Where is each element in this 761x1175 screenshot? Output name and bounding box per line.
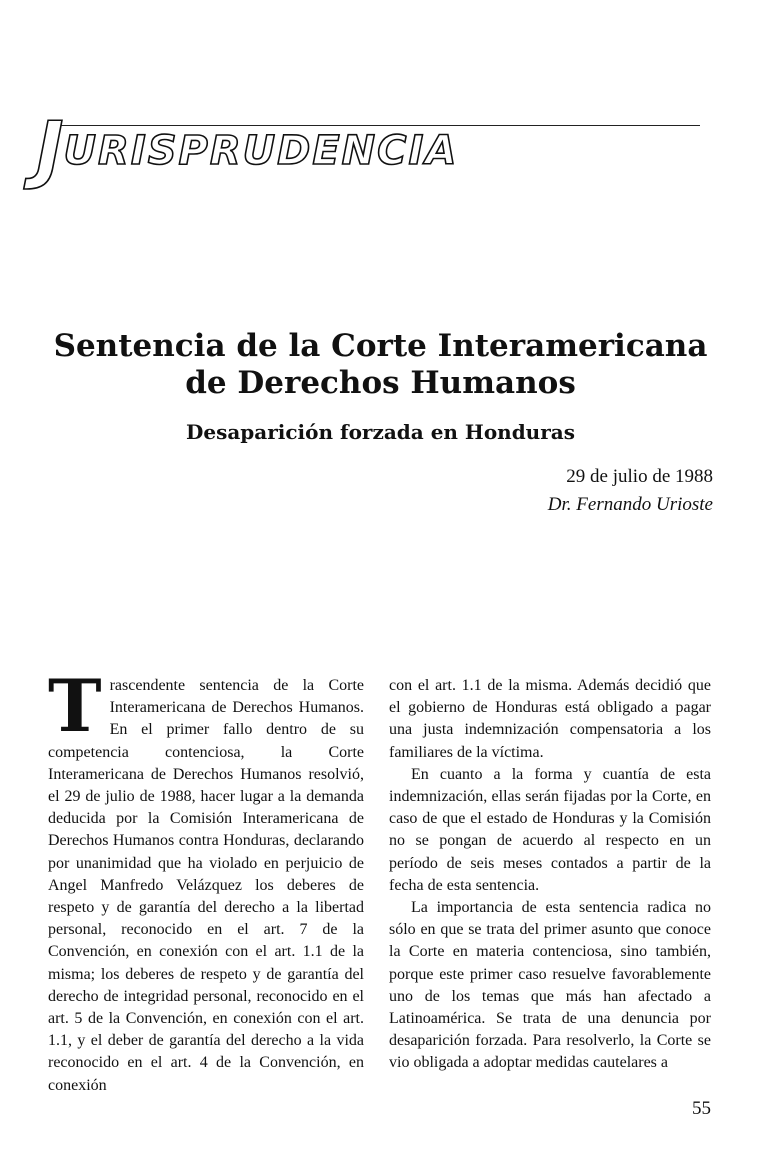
section-title-initial: J <box>36 106 64 192</box>
body-paragraph-text: rascendente sentencia de la Corte Interamericana de Derechos Humanos. En el primer fallo dentro de su competencia contenciosa, la Corte Interamericana de Derechos Humanos resolvió, el 29 de julio de 1988, hacer lugar a la demanda deducida por la Comisión Interamericana de Derechos Humanos contra Honduras, declarando por unanimidad que ha violado en perjuicio de Angel Manfredo Velázquez los deberes de respeto y de garantía del derecho a la libertad personal, reconocido en el art. 7 de la Convención, en conexión con el art. 1.1 de la misma; los deberes de respeto y de garantía del derecho de integridad personal, reconocido en el art. 5 de la Convención, en conexión con el art. 1.1, y el deber de garantía del derecho a la vida reconocido en el art. 4 de la Convención, en conexión <box>48 677 364 1094</box>
body-paragraph <box>48 663 364 1097</box>
article-author: Dr. Fernando Urioste <box>547 494 713 515</box>
section-title <box>36 106 458 192</box>
body-column-right <box>389 675 711 1075</box>
body-paragraph: La importancia de esta sentencia radica no sólo en que se trata del primer asunto que conoce la Corte en materia contenciosa, sino también, porque este primer caso resuelve favorablemente uno de los temas que más han afectado a Latinoamérica. Se trata de una denuncia por desaparición forzada. Para resolverlo, la Corte se vio obligada a adoptar medidas cautelares a <box>389 899 711 1072</box>
article-title-line-2: de Derechos Humanos <box>185 365 576 401</box>
article-title <box>0 328 761 402</box>
drop-cap: T <box>48 663 102 748</box>
section-title-rest: URISPRUDENCIA <box>63 128 459 174</box>
body-column-left <box>48 663 364 1097</box>
body-paragraph: con el art. 1.1 de la misma. Además decidió que el gobierno de Honduras está obligado a pagar una justa indemnización compensatoria a los familiares de la víctima. <box>389 677 711 761</box>
page-number: 55 <box>692 1098 711 1119</box>
article-subtitle: Desaparición forzada en Honduras <box>186 420 575 444</box>
body-paragraph: En cuanto a la forma y cuantía de esta indemnización, ellas serán fijadas por la Corte, en caso de que el estado de Honduras y la Comisión no se pongan de acuerdo al respecto en un período de seis meses contados a partir de la fecha de esta sentencia. <box>389 765 711 894</box>
article-title-line-1: Sentencia de la Corte Interamericana <box>53 328 708 364</box>
article-date: 29 de julio de 1988 <box>566 466 713 487</box>
